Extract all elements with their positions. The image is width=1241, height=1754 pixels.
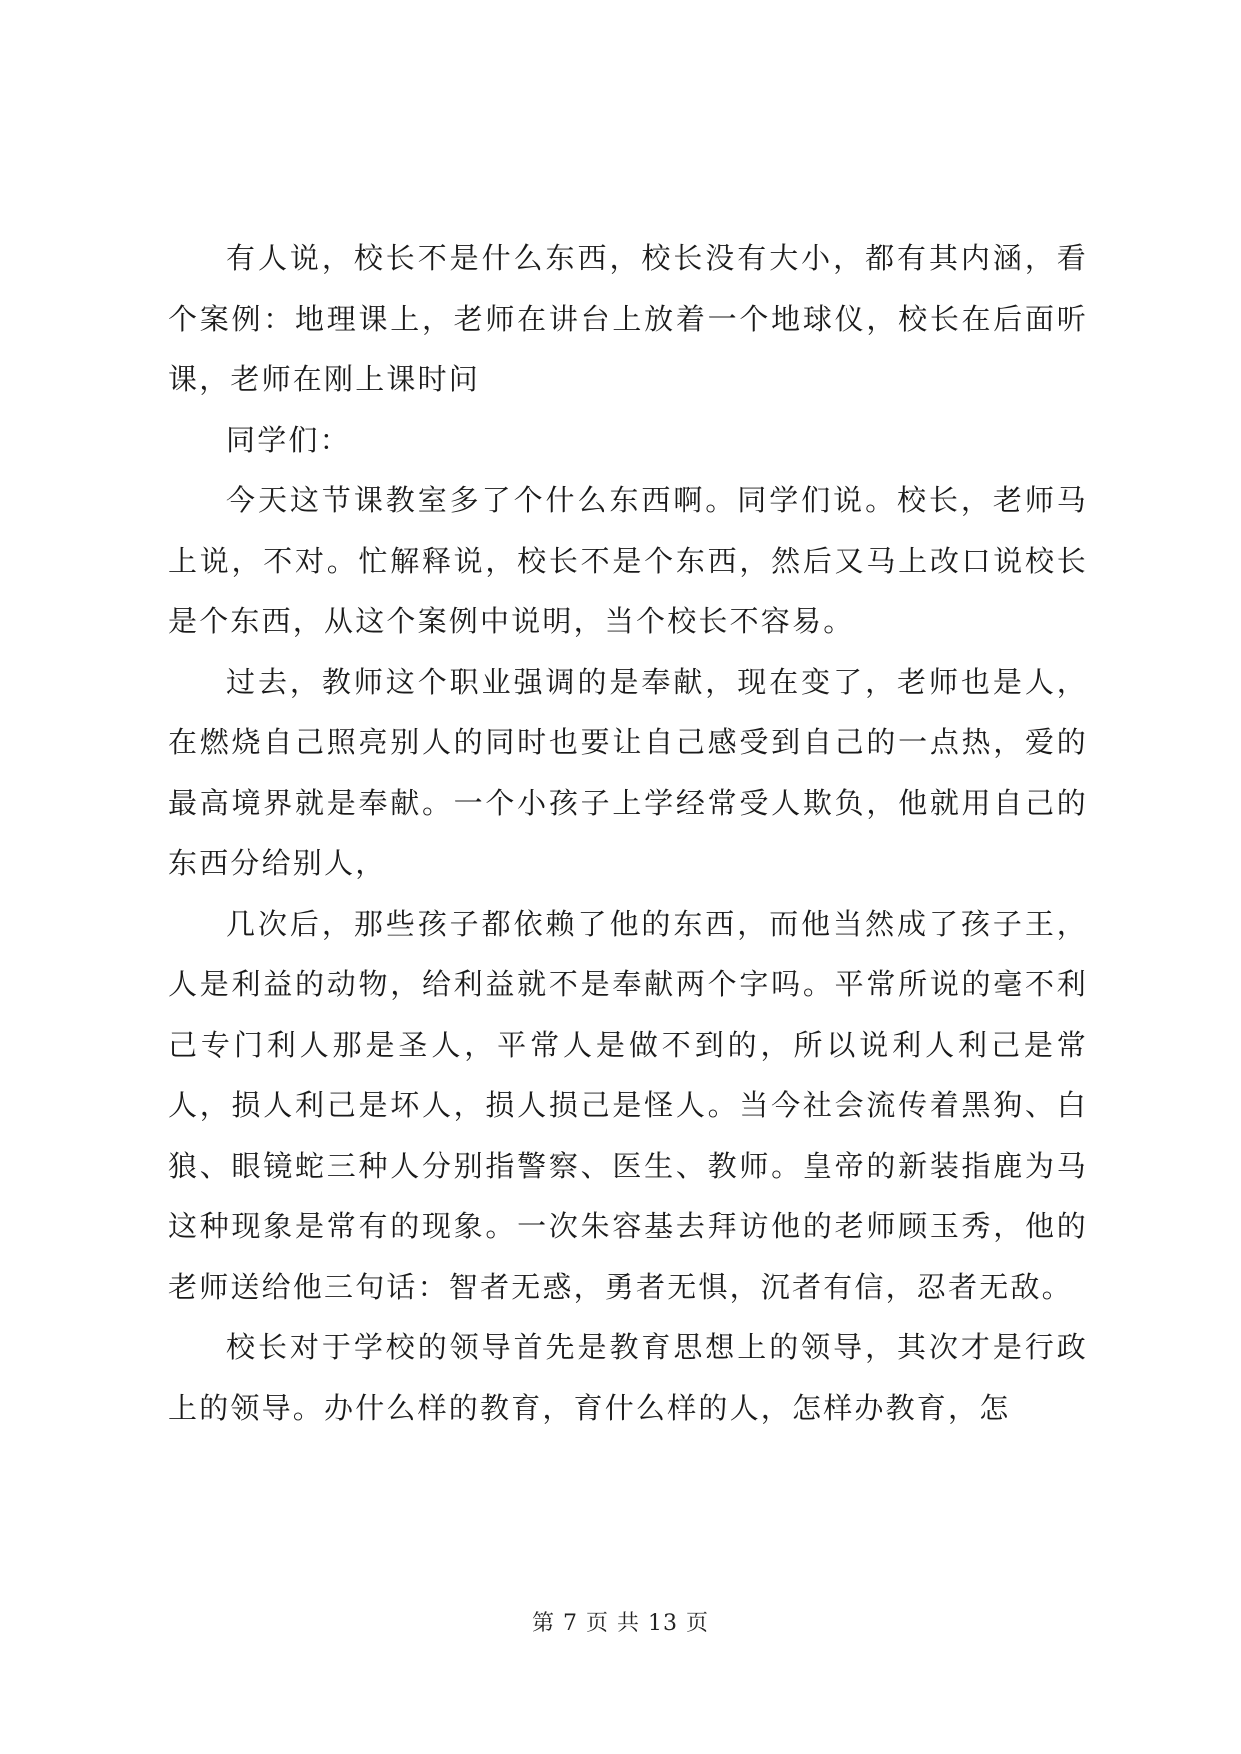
- paragraph-6: 校长对于学校的领导首先是教育思想上的领导，其次才是行政上的领导。办什么样的教育，育什么样的人，怎样办教育，怎: [168, 1330, 1088, 1425]
- paragraph-5: 几次后，那些孩子都依赖了他的东西，而他当然成了孩子王，人是利益的动物，给利益就不是奉献两个字吗。平常所说的毫不利己专门利人那是圣人，平常人是做不到的，所以说利人利己是常人，损人利己是坏人，损人损己是怪人。当今社会流传着黑狗、白狼、眼镜蛇三种人分别指警察、医生、教师。皇帝的新装指鹿为马这种现象是常有的现象。一次朱容基去拜访他的老师顾玉秀，他的老师送给他三句话：智者无惑，勇者无惧，沉者有信，忍者无敌。: [168, 906, 1088, 1304]
- paragraph-3: 今天这节课教室多了个什么东西啊。同学们说。校长，老师马上说，不对。忙解释说，校长不是个东西，然后又马上改口说校长是个东西，从这个案例中说明，当个校长不容易。: [168, 483, 1088, 638]
- document-body: [168, 228, 1088, 1438]
- page-number-footer: 第 7 页 共 13 页: [532, 1611, 709, 1636]
- paragraph-4: 过去，教师这个职业强调的是奉献，现在变了，老师也是人，在燃烧自己照亮别人的同时也要让自己感受到自己的一点热，爱的最高境界就是奉献。一个小孩子上学经常受人欺负，他就用自己的东西分给别人，: [168, 664, 1088, 880]
- paragraph-1: 有人说，校长不是什么东西，校长没有大小，都有其内涵，看个案例：地理课上，老师在讲台上放着一个地球仪，校长在后面听课，老师在刚上课时问: [168, 241, 1088, 396]
- paragraph-2: 同学们：: [226, 422, 351, 457]
